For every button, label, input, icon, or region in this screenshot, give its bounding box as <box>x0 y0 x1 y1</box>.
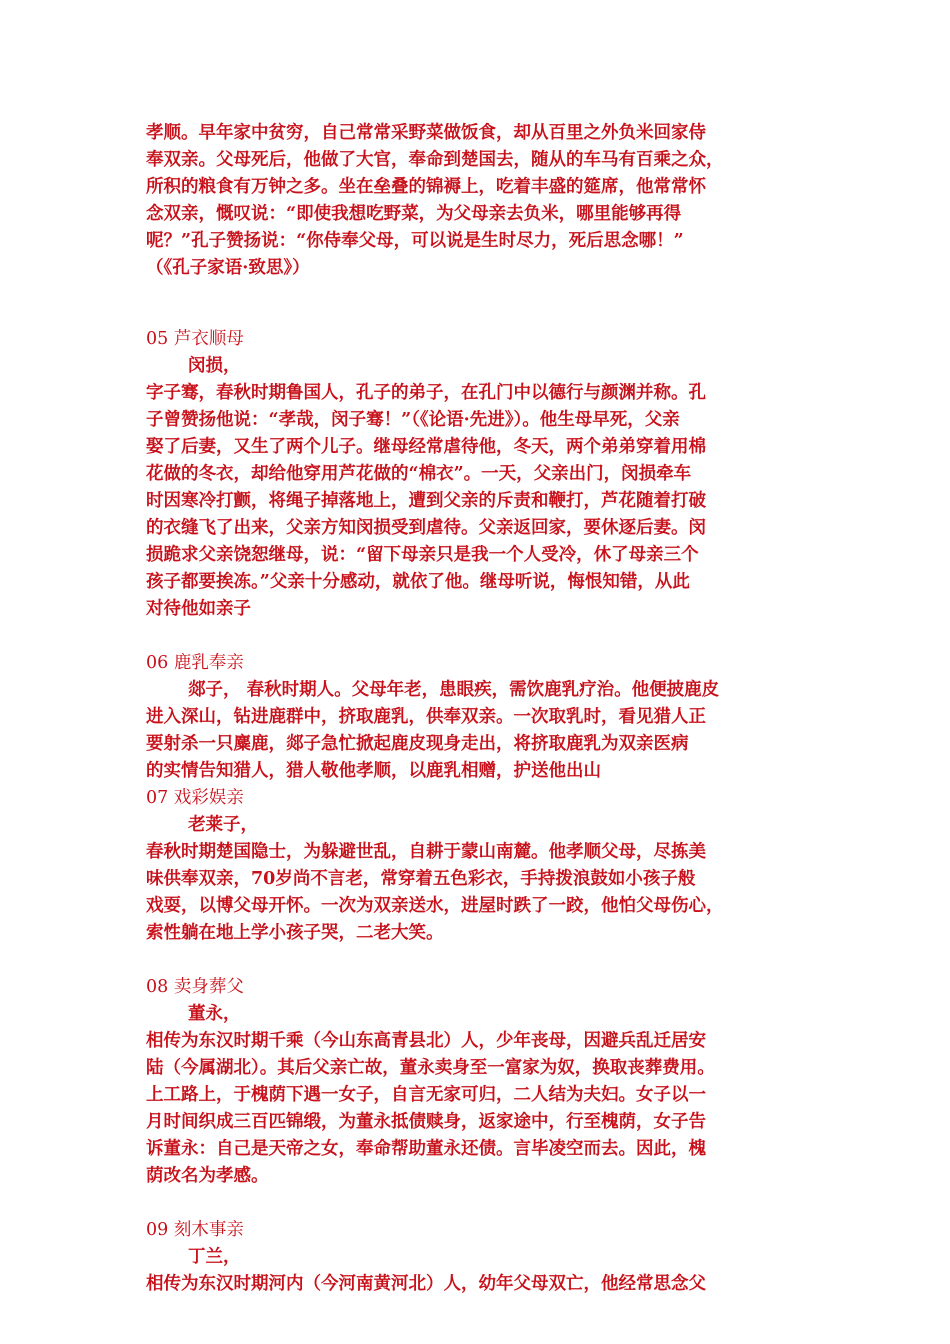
text-line: 孝顺。早年家中贫穷，自己常常采野菜做饭食，却从百里之外负米回家侍 <box>146 123 706 143</box>
text-line: 戏耍，以博父母开怀。一次为双亲送水，进屋时跌了一跤，他怕父母伤心， <box>146 896 724 916</box>
text-line: 的实情告知猎人，猎人敬他孝顺，以鹿乳相赠，护送他出山 <box>146 761 601 781</box>
text-line: 诉董永：自己是天帝之女，奉命帮助董永还债。言毕凌空而去。因此，槐 <box>146 1139 706 1159</box>
person-name: 丁兰， <box>188 1247 241 1267</box>
section-heading: 07 戏彩娱亲 <box>146 788 244 808</box>
text-line: 念双亲，慨叹说：“即使我想吃野菜，为父母亲去负米，哪里能够再得 <box>146 204 682 224</box>
text-line: 孩子都要挨冻。”父亲十分感动，就依了他。继母听说，悔恨知错，从此 <box>146 572 690 592</box>
text-line: 字子骞，春秋时期鲁国人，孔子的弟子，在孔门中以德行与颜渊并称。孔 <box>146 383 706 403</box>
person-name: 董永， <box>188 1004 241 1024</box>
section-06 <box>146 650 816 785</box>
text-inline: 春秋时期人。父母年老，患眼疾，需饮鹿乳疗治。他便披鹿皮 <box>246 680 720 700</box>
text-line: 上工路上，于槐荫下遇一女子，自言无家可归，二人结为夫妇。女子以一 <box>146 1085 706 1105</box>
text-line: 索性躺在地上学小孩子哭，二老大笑。 <box>146 923 444 943</box>
text-line: 时因寒冷打颤，将绳子掉落地上，遭到父亲的斥责和鞭打，芦花随着打破 <box>146 491 706 511</box>
text-line: 对待他如亲子 <box>146 599 251 619</box>
text-line: 所积的粮食有万钟之多。坐在垒叠的锦褥上，吃着丰盛的筵席，他常常怀 <box>146 177 706 197</box>
text-line: 损跪求父亲饶恕继母，说：“留下母亲只是我一个人受冷，休了母亲三个 <box>146 545 699 565</box>
person-name: 老莱子， <box>188 815 258 835</box>
text-line: 相传为东汉时期河内（今河南黄河北）人，幼年父母双亡，他经常思念父 <box>146 1274 706 1294</box>
text-line: 相传为东汉时期千乘（今山东高青县北）人，少年丧母，因避兵乱迁居安 <box>146 1031 706 1051</box>
text-line: 奉双亲。父母死后，他做了大官，奉命到楚国去，随从的车马有百乘之众， <box>146 150 724 170</box>
text-line: 娶了后妻，又生了两个儿子。继母经常虐待他，冬天，两个弟弟穿着用棉 <box>146 437 706 457</box>
section-heading: 06 鹿乳奉亲 <box>146 653 244 673</box>
section-07 <box>146 785 816 947</box>
section-heading: 05 芦衣顺母 <box>146 329 244 349</box>
section-05 <box>146 326 816 623</box>
text-line: 的衣缝飞了出来，父亲方知闵损受到虐待。父亲返回家，要休逐后妻。闵 <box>146 518 706 538</box>
text-line: 月时间织成三百匹锦缎，为董永抵债赎身，返家途中，行至槐荫，女子告 <box>146 1112 706 1132</box>
person-name: 闵损， <box>188 356 241 376</box>
text-line: 子曾赞扬他说：“孝哉，闵子骞！”（《论语·先进》）。他生母早死，父亲 <box>146 410 680 430</box>
text-line: 呢？”孔子赞扬说：“你侍奉父母，可以说是生时尽力，死后思念哪！” <box>146 231 684 251</box>
text-line: 味供奉双亲，70岁尚不言老，常穿着五色彩衣，手持拨浪鼓如小孩子般 <box>146 869 696 889</box>
citation-line: （《孔子家语·致思》） <box>146 258 310 278</box>
section-08 <box>146 974 816 1190</box>
person-name: 郯子， <box>188 680 241 700</box>
text-line: 荫改名为孝感。 <box>146 1166 269 1186</box>
text-line: 花做的冬衣，却给他穿用芦花做的“棉衣”。一天，父亲出门，闵损牵车 <box>146 464 692 484</box>
section-09 <box>146 1217 816 1298</box>
text-line: 进入深山，钻进鹿群中，挤取鹿乳，供奉双亲。一次取乳时，看见猎人正 <box>146 707 706 727</box>
document-page <box>146 120 816 1298</box>
intro-paragraph <box>146 120 816 282</box>
text-line: 春秋时期楚国隐士，为躲避世乱，自耕于蒙山南麓。他孝顺父母，尽拣美 <box>146 842 706 862</box>
text-line: 陆（今属湖北）。其后父亲亡故，董永卖身至一富家为奴，换取丧葬费用。 <box>146 1058 715 1078</box>
text-line: 要射杀一只麋鹿，郯子急忙掀起鹿皮现身走出，将挤取鹿乳为双亲医病 <box>146 734 689 754</box>
person-name-line <box>146 677 816 704</box>
section-heading: 09 刻木事亲 <box>146 1220 244 1240</box>
section-heading: 08 卖身葬父 <box>146 977 244 997</box>
